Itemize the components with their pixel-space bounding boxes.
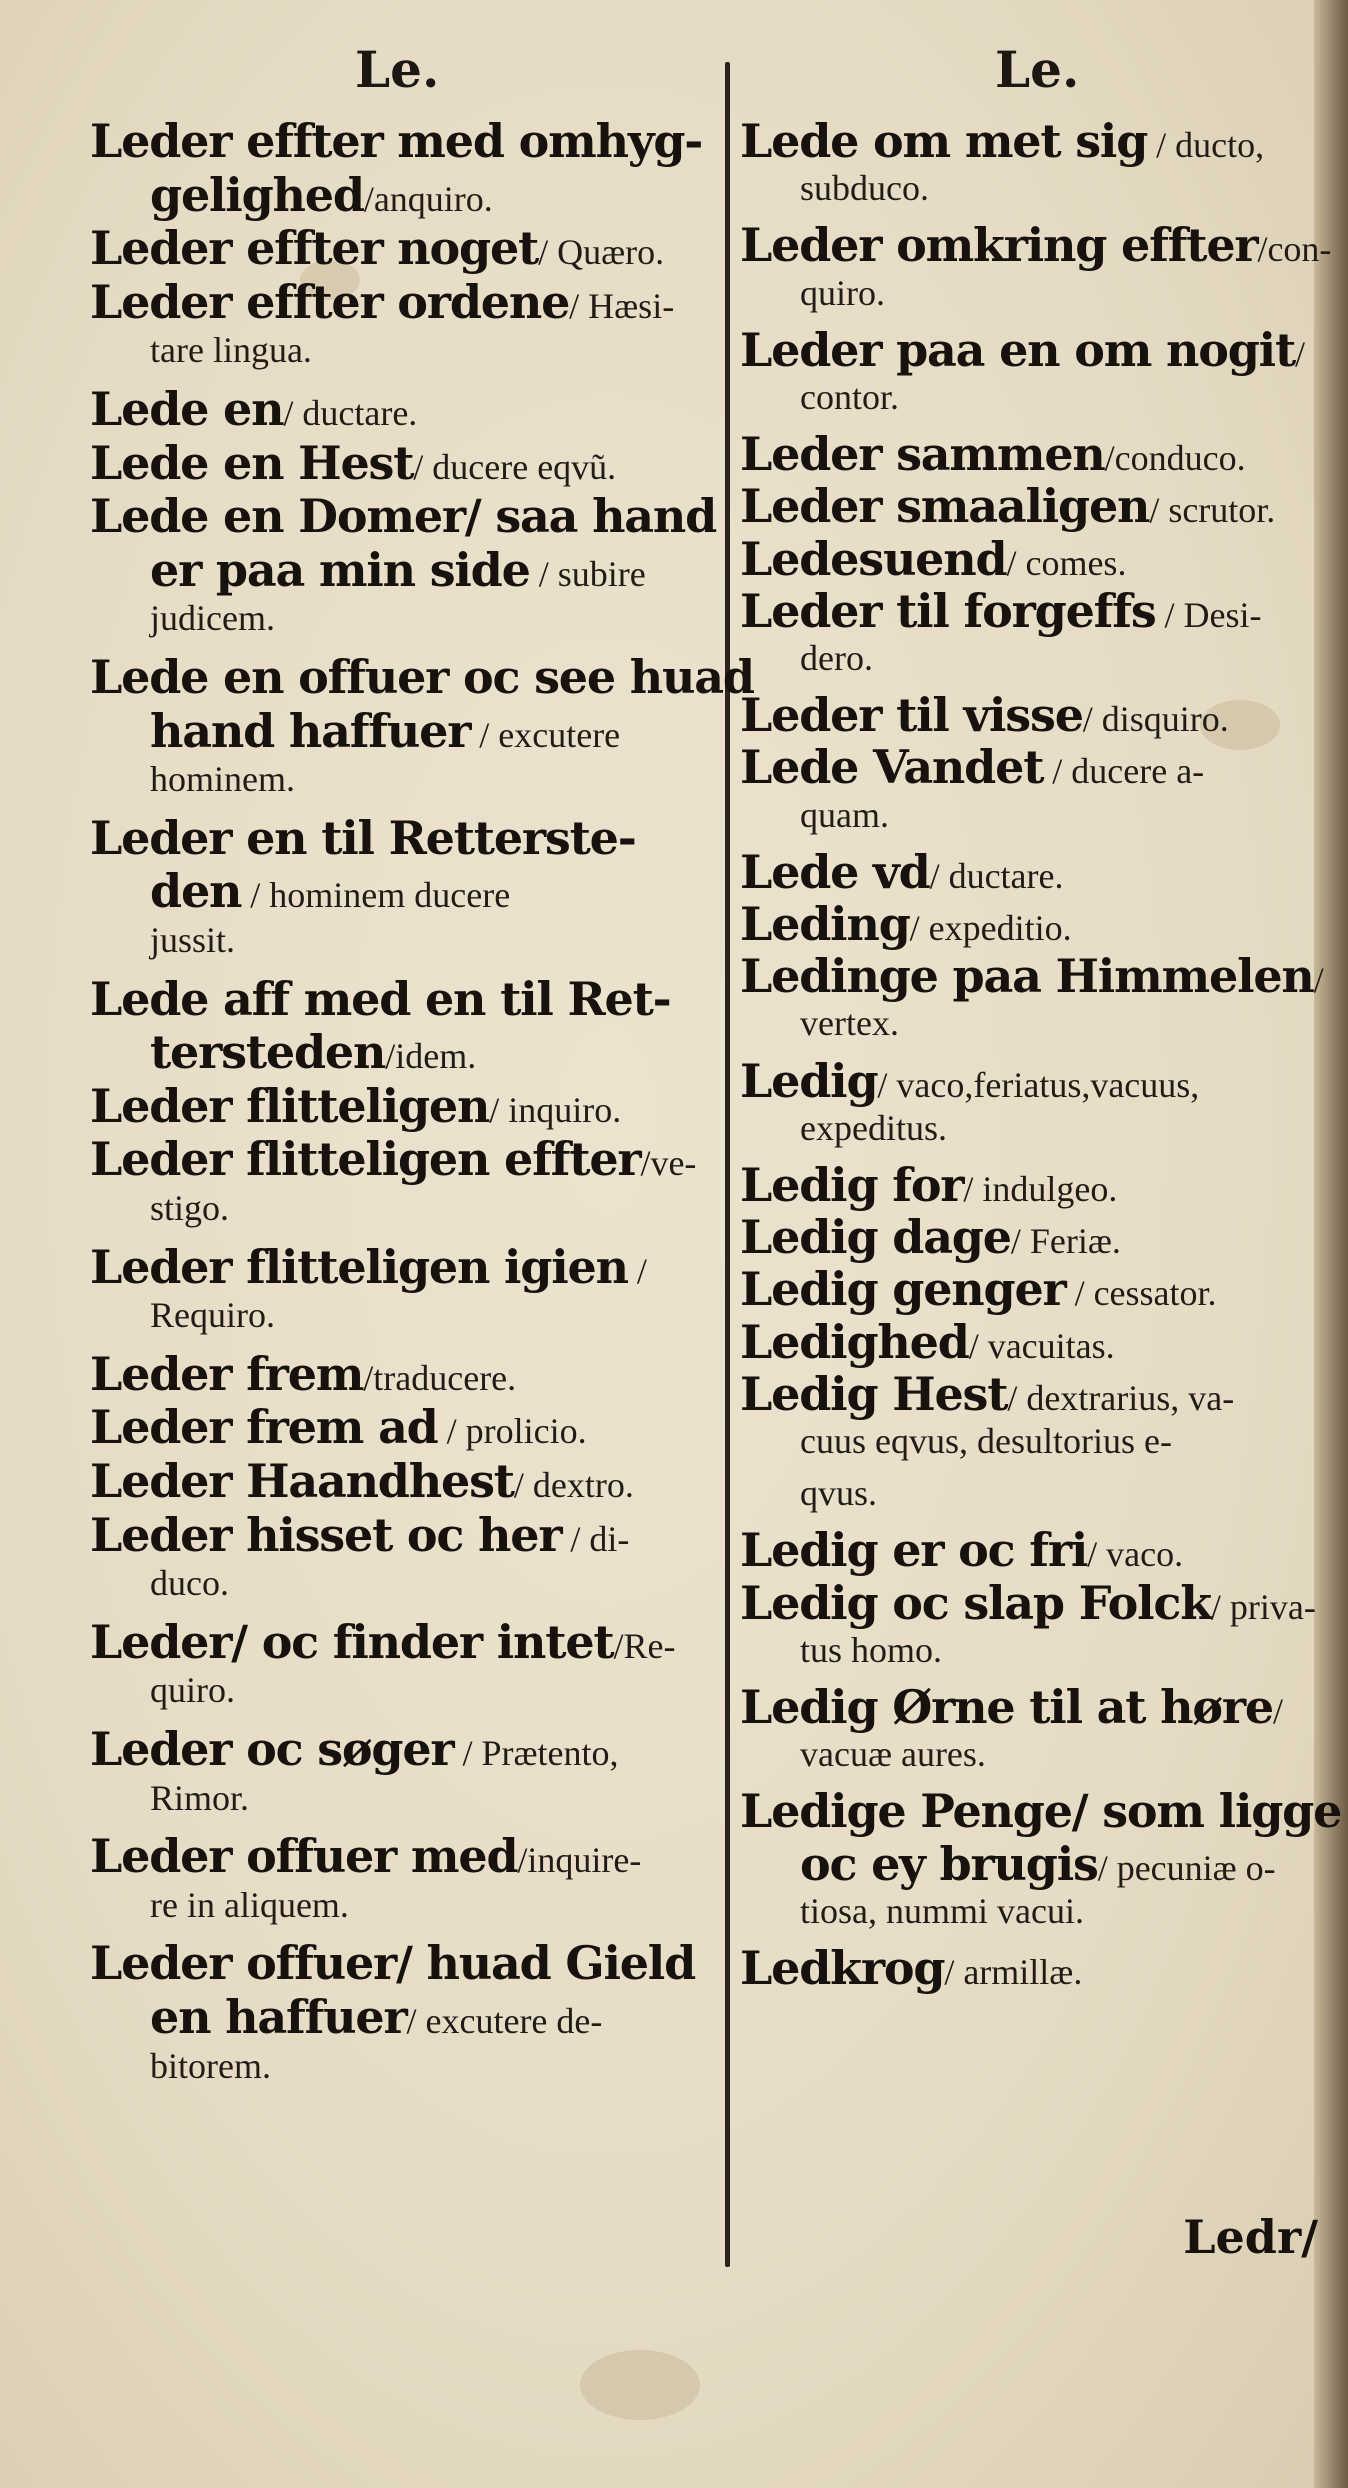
danish-headword: Leder flitteligen effter (90, 1132, 641, 1187)
latin-gloss: / ductare. (929, 855, 1064, 896)
entry-line (90, 1400, 587, 1455)
entry-line (90, 810, 636, 865)
latin-gloss: / Feriæ. (1010, 1221, 1121, 1262)
latin-gloss: subduco. (800, 168, 929, 209)
danish-headword: Leder flitteligen (90, 1078, 490, 1133)
danish-headword: Leder frem ad (90, 1400, 438, 1455)
danish-headword: Ledige Penge/ som ligge (740, 1784, 1342, 1839)
danish-headword: Ledesuend (740, 531, 1007, 586)
entry-line (90, 1936, 696, 1991)
danish-headword: Ledighed (740, 1314, 969, 1369)
danish-headword: Leder til visse (740, 688, 1083, 743)
entry-line (740, 897, 1072, 951)
latin-gloss: /ve- (640, 1143, 697, 1184)
latin-gloss: / pecuniæ o- (1097, 1847, 1276, 1888)
entry-line (800, 168, 929, 209)
latin-gloss: quam. (800, 794, 889, 835)
danish-headword: Leder til forgeffs (740, 583, 1156, 638)
entry-line (90, 1078, 622, 1133)
latin-gloss: quiro. (150, 1670, 235, 1711)
danish-headword: Leder paa en om nogit (740, 322, 1295, 377)
entry-line (740, 479, 1276, 534)
entry-line (150, 1670, 235, 1711)
entry-line (90, 274, 675, 329)
latin-gloss: tare lingua. (150, 330, 312, 371)
latin-gloss: Rimor. (150, 1777, 250, 1818)
entry-line (90, 1239, 647, 1294)
entry-line (740, 427, 1246, 482)
latin-gloss: / disquiro. (1082, 699, 1229, 740)
latin-gloss: / prolicio. (437, 1411, 587, 1452)
danish-headword: den (150, 864, 242, 919)
latin-gloss: / ductare. (283, 393, 418, 433)
entry-line (740, 322, 1306, 377)
page-gutter-shadow (1314, 0, 1348, 2488)
latin-gloss: / (1295, 333, 1306, 374)
danish-headword: Leder offuer med (90, 1829, 518, 1884)
catchword: Ledr/ (1183, 2210, 1318, 2264)
danish-headword: gelighed (150, 167, 364, 222)
danish-headword: Leder effter ordene (90, 274, 570, 329)
latin-gloss: / subire (529, 553, 646, 594)
latin-gloss: bitorem. (150, 2045, 271, 2086)
latin-gloss: vacuæ aures. (800, 1734, 986, 1775)
entry-line (740, 1314, 1115, 1369)
danish-headword: Ledig Hest (740, 1366, 1008, 1421)
danish-headword: Ledig Ørne til at høre (740, 1680, 1273, 1734)
latin-gloss: / excutere (470, 714, 621, 755)
entry-line (800, 1003, 899, 1044)
entry-line (800, 1734, 986, 1775)
latin-gloss: / vacuitas. (968, 1325, 1115, 1366)
entry-line (150, 703, 621, 758)
danish-headword: Leder flitteligen igien (90, 1239, 628, 1294)
entry-line (740, 583, 1262, 638)
danish-headword: Leder offuer/ huad Gield (90, 1936, 696, 1991)
danish-headword: tersteden (150, 1025, 386, 1080)
entry-line (150, 919, 236, 960)
latin-gloss: tiosa, nummi vacui. (800, 1890, 1084, 1931)
entry-line (90, 114, 703, 168)
danish-headword: Leder smaaligen (740, 479, 1150, 534)
danish-headword: Leder oc søger (90, 1722, 454, 1776)
danish-headword: Ledig for (740, 1158, 964, 1212)
danish-headword: oc ey brugis (800, 1836, 1098, 1891)
latin-gloss: / ducere a- (1043, 751, 1205, 792)
entry-line (800, 1473, 878, 1514)
entry-line (740, 1523, 1184, 1578)
danish-headword: Lede en (90, 382, 284, 436)
latin-gloss: stigo. (150, 1187, 230, 1228)
latin-gloss: /traducere. (363, 1357, 517, 1398)
danish-headword: Lede om met sig (740, 114, 1148, 168)
entry-line (800, 272, 885, 313)
danish-headword: Leder/ oc finder intet (90, 1614, 614, 1669)
latin-gloss: / armillæ. (944, 1952, 1083, 1992)
entry-line (800, 1629, 943, 1670)
latin-gloss: tus homo. (800, 1629, 943, 1670)
entry-line (150, 542, 646, 597)
entry-line (800, 794, 889, 835)
danish-headword: Ledinge paa Himmelen (740, 949, 1314, 1004)
latin-gloss: /conduco. (1104, 438, 1246, 479)
entry-line (740, 531, 1127, 586)
danish-headword: Ledig (740, 1053, 878, 1108)
entry-line (740, 1210, 1121, 1265)
danish-headword: en haffuer (150, 1989, 407, 2044)
entry-line (150, 759, 295, 800)
latin-gloss: / ducto, (1147, 125, 1265, 165)
latin-gloss: / di- (561, 1518, 630, 1559)
entry-line (740, 1366, 1235, 1421)
latin-gloss: /idem. (385, 1036, 477, 1077)
latin-gloss: / indulgeo. (963, 1169, 1118, 1209)
entry-line (150, 1989, 603, 2044)
entry-line (90, 1614, 676, 1669)
entry-line (150, 1025, 477, 1080)
entry-line (740, 114, 1265, 168)
danish-headword: Leder effter med omhyg- (90, 114, 703, 168)
latin-gloss: / scrutor. (1149, 490, 1276, 531)
danish-headword: Lede aff med en til Ret- (90, 971, 671, 1026)
entry-line (150, 598, 275, 639)
danish-headword: Ledig oc slap Folck (740, 1575, 1211, 1630)
entry-line (740, 1053, 1200, 1108)
danish-headword: Leder effter noget (90, 221, 539, 276)
danish-headword: Ledig genger (740, 1262, 1066, 1317)
entry-line (150, 1187, 230, 1228)
danish-headword: Leder Haandhest (90, 1454, 514, 1508)
latin-gloss: / Desi- (1155, 594, 1262, 635)
column-divider (725, 62, 730, 2267)
danish-headword: Leder en til Retterste- (90, 810, 636, 865)
running-head-right: Le. (995, 40, 1080, 99)
latin-gloss: / dextrarius, va- (1007, 1377, 1235, 1418)
latin-gloss: /con- (1257, 229, 1332, 270)
entry-line (740, 740, 1205, 795)
latin-gloss: / hominem ducere (241, 875, 511, 916)
entry-line (800, 637, 873, 678)
paper-stain (580, 2350, 700, 2420)
entry-line (90, 382, 418, 436)
latin-gloss: dero. (800, 637, 873, 678)
latin-gloss: / Hæsi- (569, 285, 675, 326)
latin-gloss: /inquire- (517, 1840, 642, 1881)
entry-line (800, 376, 899, 417)
entry-line (740, 1262, 1217, 1317)
latin-gloss: qvus. (800, 1473, 878, 1514)
latin-gloss: / expeditio. (909, 908, 1072, 948)
entry-line (150, 167, 493, 222)
entry-line (740, 1680, 1283, 1734)
entry-line (150, 1884, 349, 1925)
latin-gloss: judicem. (150, 598, 275, 639)
entry-line (150, 1777, 250, 1818)
entry-line (740, 1784, 1342, 1839)
latin-gloss: duco. (150, 1563, 229, 1604)
entry-line (740, 1575, 1316, 1630)
latin-gloss: / (627, 1250, 647, 1291)
running-head-left: Le. (355, 40, 440, 99)
entry-line (740, 1941, 1083, 1995)
latin-gloss: expeditus. (800, 1107, 947, 1148)
danish-headword: Ledkrog (740, 1941, 945, 1995)
latin-gloss: / Quæro. (538, 232, 665, 273)
latin-gloss: Requiro. (150, 1295, 275, 1336)
entry-line (90, 650, 754, 704)
entry-line (150, 864, 511, 919)
entry-line (150, 1563, 229, 1604)
danish-headword: Leder sammen (740, 427, 1105, 482)
danish-headword: Lede en Hest (90, 435, 414, 490)
entry-line (90, 1132, 697, 1187)
entry-line (740, 688, 1229, 743)
entry-line (800, 1890, 1084, 1931)
danish-headword: Lede Vandet (740, 740, 1044, 795)
danish-headword: Leder frem (90, 1346, 364, 1401)
latin-gloss: quiro. (800, 272, 885, 313)
entry-line (800, 1420, 1172, 1461)
latin-gloss: / (1313, 960, 1324, 1001)
latin-gloss: jussit. (150, 919, 236, 960)
latin-gloss: / excutere de- (406, 2000, 603, 2041)
latin-gloss: / inquiro. (489, 1089, 622, 1130)
latin-gloss: /Re- (613, 1625, 676, 1666)
entry-line (90, 971, 671, 1026)
latin-gloss: / vaco,feriatus,vacuus, (877, 1064, 1200, 1105)
danish-headword: Ledig dage (740, 1210, 1011, 1265)
latin-gloss: / dextro. (513, 1465, 634, 1505)
latin-gloss: contor. (800, 376, 899, 417)
entry-line (740, 1158, 1118, 1212)
danish-headword: Lede en Domer/ saa hand (90, 489, 717, 544)
entry-line (150, 1295, 275, 1336)
entry-line (90, 435, 617, 490)
latin-gloss: / comes. (1006, 542, 1127, 583)
latin-gloss: re in aliquem. (150, 1884, 349, 1925)
danish-headword: Leding (740, 897, 910, 951)
entry-line (740, 844, 1064, 899)
danish-headword: Leder hisset oc her (90, 1507, 562, 1562)
latin-gloss: / vaco. (1087, 1534, 1184, 1575)
danish-headword: hand haffuer (150, 703, 471, 758)
latin-gloss: / (1272, 1691, 1283, 1731)
latin-gloss: / cessator. (1065, 1273, 1217, 1314)
latin-gloss: / ducere eqvũ. (413, 446, 617, 487)
entry-line (90, 489, 717, 544)
entry-line (90, 1507, 630, 1562)
entry-line (90, 1346, 517, 1401)
entry-line (740, 218, 1332, 273)
latin-gloss: / Prætento, (453, 1733, 619, 1773)
entry-line (740, 949, 1324, 1004)
entry-line (800, 1836, 1276, 1891)
entry-line (150, 2045, 271, 2086)
entry-line (90, 1829, 642, 1884)
latin-gloss: hominem. (150, 759, 295, 800)
entry-line (90, 221, 665, 276)
entry-line (90, 1722, 619, 1776)
entry-line (150, 330, 312, 371)
danish-headword: Leder omkring effter (740, 218, 1258, 273)
danish-headword: Ledig er oc fri (740, 1523, 1088, 1578)
latin-gloss: /anquiro. (363, 178, 493, 219)
latin-gloss: cuus eqvus, desultorius e- (800, 1420, 1172, 1461)
latin-gloss: / priva- (1210, 1586, 1316, 1627)
latin-gloss: vertex. (800, 1003, 899, 1044)
entry-line (800, 1107, 947, 1148)
danish-headword: Lede en offuer oc see huad (90, 650, 754, 704)
danish-headword: er paa min side (150, 542, 530, 597)
entry-line (90, 1454, 634, 1508)
danish-headword: Lede vd (740, 844, 930, 899)
